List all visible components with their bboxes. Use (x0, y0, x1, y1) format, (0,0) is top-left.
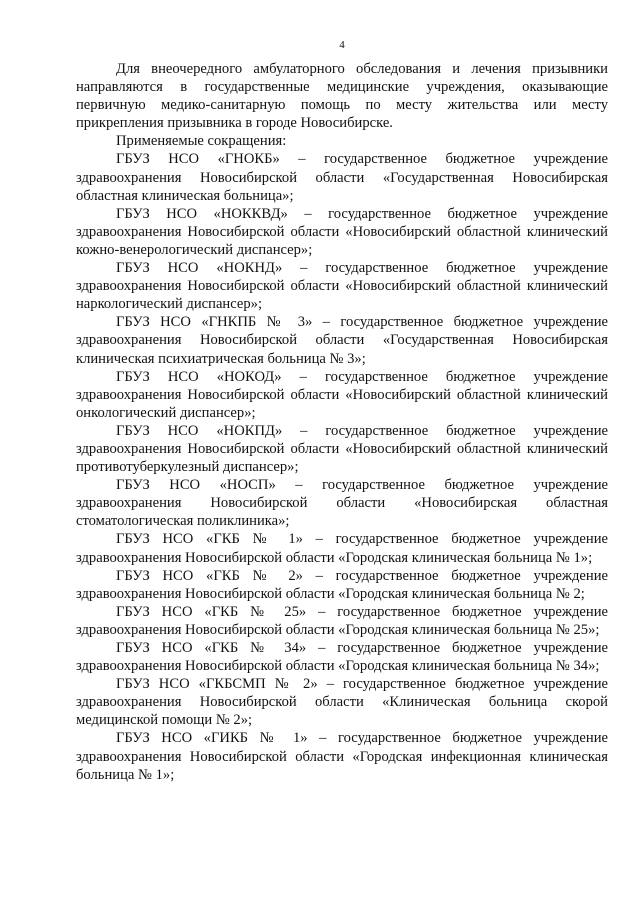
abbreviation-noknd: ГБУЗ НСО «НОКНД» – государственное бюджетное учреждение здравоохранения Новосибирской области «Новосибирский областной клинический наркологический диспансер»; (76, 260, 608, 313)
page-number: 4 (339, 39, 345, 51)
abbreviation-gkb-1: ГБУЗ НСО «ГКБ № 1» – государственное бюджетное учреждение здравоохранения Новосибирской области «Городская клиническая больница № 1»; (76, 531, 608, 566)
abbreviation-nokpd: ГБУЗ НСО «НОКПД» – государственное бюджетное учреждение здравоохранения Новосибирской области «Новосибирский областной клинический противотуберкулезный диспансер»; (76, 422, 608, 476)
abbreviation-gkb-25: ГБУЗ НСО «ГКБ № 25» – государственное бюджетное учреждение здравоохранения Новосибирской области «Городская клиническая больница № 25»; (76, 603, 608, 638)
abbreviation-nokkvd: ГБУЗ НСО «НОККВД» – государственное бюджетное учреждение здравоохранения Новосибирской области «Новосибирский областной клинический кожно-венерологический диспансер»; (76, 205, 608, 258)
intro-paragraph: Для внеочередного амбулаторного обследования и лечения призывники направляются в государственные медицинские учреждения, оказывающие первичную медико-санитарную помощь по месту жительства или месту прикрепления призывника в городе Новосибирске. (76, 61, 608, 132)
abbreviation-gnkpb-3: ГБУЗ НСО «ГНКПБ № 3» – государственное бюджетное учреждение здравоохранения Новосибирской области «Государственная Новосибирская клиническая психиатрическая больница № 3»; (76, 314, 608, 367)
abbreviations-heading: Применяемые сокращения: (116, 133, 287, 150)
abbreviation-nokod: ГБУЗ НСО «НОКОД» – государственное бюджетное учреждение здравоохранения Новосибирской области «Новосибирский областной клинический онкологический диспансер»; (76, 368, 608, 421)
abbreviation-gnokb: ГБУЗ НСО «ГНОКБ» – государственное бюджетное учреждение здравоохранения Новосибирской области «Государственная Новосибирская областная клиническая больница»; (76, 151, 608, 204)
abbreviation-nosp: ГБУЗ НСО «НОСП» – государственное бюджетное учреждение здравоохранения Новосибирской области «Новосибирская областная стоматологическая поликлиника»; (76, 477, 608, 530)
abbreviation-gkb-34: ГБУЗ НСО «ГКБ № 34» – государственное бюджетное учреждение здравоохранения Новосибирской области «Городская клиническая больница № 34»; (76, 640, 608, 675)
abbreviation-gikb-1: ГБУЗ НСО «ГИКБ № 1» – государственное бюджетное учреждение здравоохранения Новосибирской области «Городская инфекционная клиническая больница № 1»; (76, 730, 608, 783)
abbreviation-gkbsmp-2: ГБУЗ НСО «ГКБСМП № 2» – государственное бюджетное учреждение здравоохранения Новосибирской области «Клиническая больница скорой медицинской помощи № 2»; (76, 676, 608, 729)
document-page (76, 38, 608, 784)
abbreviation-gkb-2: ГБУЗ НСО «ГКБ № 2» – государственное бюджетное учреждение здравоохранения Новосибирской области «Городская клиническая больница № 2; (76, 567, 608, 602)
